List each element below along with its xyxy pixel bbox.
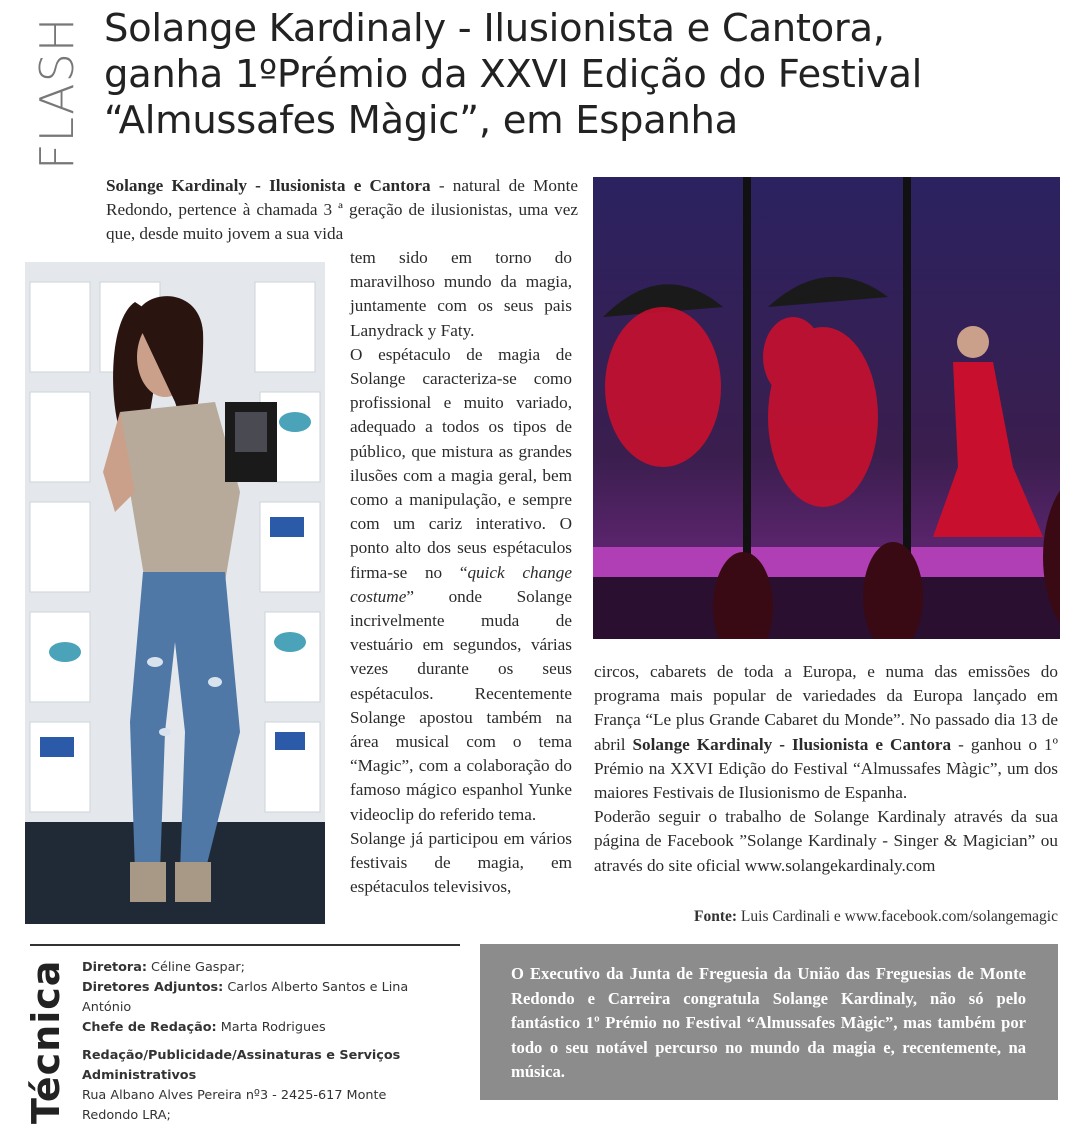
- paragraph-follow: Poderão seguir o trabalho de Solange Kardinaly através da sua página de Facebook ”Solange Kardinaly - Singer & Magician” ou através do site oficial www.solangekardinaly.com: [594, 807, 1058, 875]
- paragraph-show-description: O espétaculo de magia de Solange caracteriza-se como profissional e muito variado, adequado a todos os tipos de público, que mistura as grandes ilusões com a magia geral, bem como a manipulação, e sempre com um cariz interativo. O ponto alto dos seus espétaculos firma-se no “quick change costume” onde Solange incrivelmente muda de vestuário em segundos, várias vezes durante os seus espétaculos. Recentemente Solange apostou também na área musical com o tema “Magic”, com a colaboração do famoso mágico espanhol Yunke videoclip do referido tema.: [350, 344, 572, 824]
- article-column-side-text: [350, 246, 572, 899]
- article-source-credit: [620, 908, 1058, 926]
- headline-line-1: Solange Kardinaly - Ilusionista e Cantora,: [104, 6, 885, 51]
- paragraph-family: tem sido em torno do maravilhoso mundo da magia, juntamente com os seus pais Lanydrack y Faty.: [350, 248, 572, 340]
- staff-chief-editor: Chefe de Redação: Marta Rodrigues: [82, 1020, 326, 1035]
- stage-performance-photo: [593, 177, 1060, 639]
- article-column-right-text: [594, 660, 1058, 878]
- article-headline: [104, 6, 1064, 144]
- staff-services-label: Redação/Publicidade/Assinaturas e Serviços Administrativos: [82, 1048, 401, 1083]
- congratulations-text: O Executivo da Junta de Freguesia da União das Freguesias de Monte Redondo e Carreira congratula Solange Kardinaly, não só pelo fantástico 1º Prémio no Festival “Almussafes Màgic”, mas também por todo o seu notável percurso no mundo da magia e, recentemente, na música.: [511, 964, 1026, 1082]
- staff-credits: [82, 958, 412, 1126]
- staff-address: Rua Albano Alves Pereira nº3 - 2425-617 Monte Redondo LRA;: [82, 1088, 387, 1123]
- source-text: Luis Cardinali e www.facebook.com/solangemagic: [737, 908, 1058, 925]
- lead-text: - natural de Monte Redondo, pertence à chamada 3 ª geração de ilusionistas, uma vez que, desde muito jovem a sua vida: [106, 176, 578, 244]
- lead-bold-name: Solange Kardinaly - Ilusionista e Cantora: [106, 176, 431, 195]
- paragraph-award: circos, cabarets de toda a Europa, e numa das emissões do programa mais popular de variedades da Europa lançado em França “Le plus Grande Cabaret du Monde”. No passado dia 13 de abril Solange Kardinaly - Ilusionista e Cantora - ganhou o 1º Prémio na XXVI Edição do Festival “Almussafes Màgic”, um dos maiores Festivais de Ilusionismo de Espanha.: [594, 662, 1058, 803]
- quick-change-costume-phrase: quick change costume: [350, 562, 572, 606]
- congratulations-box: [480, 944, 1058, 1100]
- section-label-tecnica: Técnica: [24, 959, 68, 1124]
- stage-photo-illustration: [593, 177, 1060, 639]
- section-label-flash: FLASH: [30, 16, 84, 170]
- portrait-photo-illustration: [25, 262, 325, 924]
- paragraph-festivals: Solange já participou em vários festivais de magia, em espétaculos televisivos,: [350, 828, 572, 897]
- article-lead-paragraph: [106, 174, 578, 247]
- source-label: Fonte:: [694, 908, 738, 925]
- portrait-photo-solange-with-trophy: [25, 262, 325, 924]
- award-bold-name: Solange Kardinaly - Ilusionista e Cantora: [632, 734, 952, 754]
- staff-deputy-directors: Diretores Adjuntos: Carlos Alberto Santos e Lina António: [82, 980, 409, 1015]
- divider-line: [30, 944, 460, 946]
- headline-line-2: ganha 1ºPrémio da XXVI Edição do Festival: [104, 52, 923, 97]
- headline-line-3: “Almussafes Màgic”, em Espanha: [104, 98, 738, 143]
- staff-director: Diretora: Céline Gaspar;: [82, 960, 245, 975]
